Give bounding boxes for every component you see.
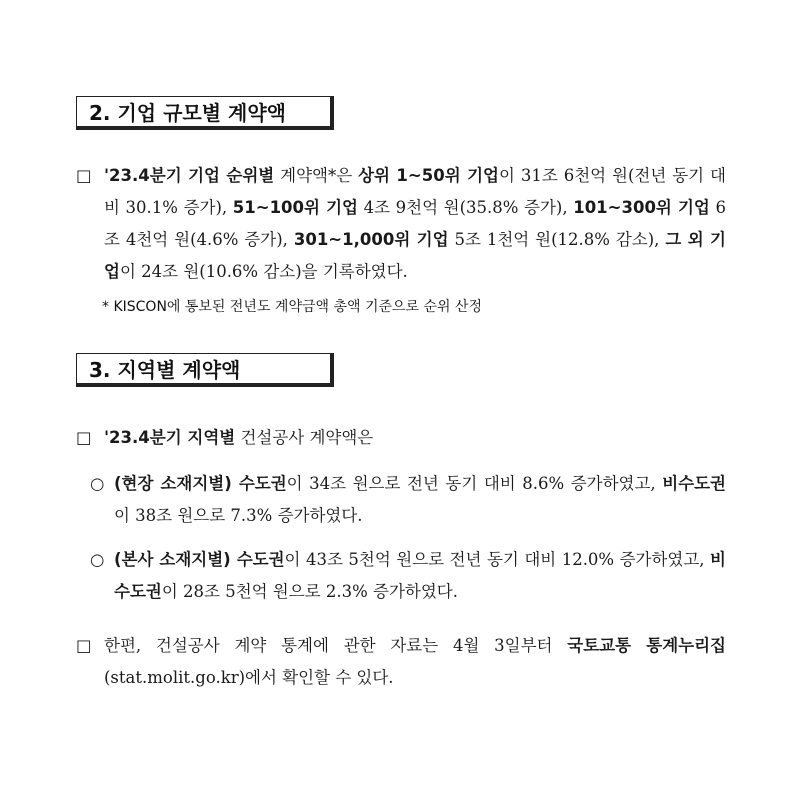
section-3-title: 3. 지역별 계약액 [89, 358, 241, 382]
text: 이 24조 원(10.6% 감소)을 기록하였다. [119, 262, 408, 281]
text-bold: 그 외 기업 [104, 230, 727, 281]
footnote: * KISCON에 통보된 전년도 계약금액 총액 기준으로 순위 산정 [102, 299, 483, 315]
text-bold: 101~300위 기업 [573, 198, 710, 217]
text-bold: 비수도권 [662, 474, 726, 493]
circle-bullet: ○ [90, 550, 105, 569]
text: 4조 9천억 원(35.8% 증가), [357, 198, 574, 217]
text: 이 28조 5천억 원으로 2.3% 증가하였다. [161, 582, 458, 601]
text: 6조 4천억 원(4.6% 증가), [104, 198, 726, 249]
text-bold: (현장 소재지별) 수도권 [114, 474, 287, 493]
text: (stat.molit.go.kr)에서 확인할 수 있다. [104, 668, 394, 687]
text-bold: 301~1,000위 기업 [293, 230, 449, 249]
text-bold: '23.4분기 기업 순위별 [104, 166, 275, 185]
text-bold: (본사 소재지별) 수도권 [114, 550, 285, 569]
section-3-closing [76, 630, 726, 694]
text: 이 43조 5천억 원으로 전년 동기 대비 12.0% 증가하였고, [284, 550, 711, 569]
section-3-item-site [90, 468, 726, 532]
text-bold: '23.4분기 지역별 [104, 428, 236, 447]
checkbox-bullet: □ [76, 636, 92, 655]
text: 한편, 건설공사 계약 통계에 관한 자료는 4월 3일부터 [104, 636, 568, 655]
circle-bullet: ○ [90, 474, 105, 493]
text: 계약액*은 [274, 166, 359, 185]
section-3-item-hq [90, 544, 726, 608]
text-bold: 51~100위 기업 [232, 198, 358, 217]
text-bold: 국토교통 통계누리집 [567, 636, 726, 655]
checkbox-bullet: □ [76, 428, 92, 447]
text: 5조 1천억 원(12.8% 감소), [448, 230, 666, 249]
section-2-heading [76, 96, 334, 130]
checkbox-bullet: □ [76, 166, 92, 185]
section-2-title: 2. 기업 규모별 계약액 [89, 101, 286, 125]
text-bold: 비수도권 [114, 550, 726, 601]
text-bold: 상위 1~50위 기업 [358, 166, 499, 185]
text: 이 38조 원으로 7.3% 증가하였다. [114, 506, 363, 525]
section-3-intro [76, 422, 726, 454]
text: 이 31조 6천억 원(전년 동기 대비 30.1% 증가), [104, 166, 727, 217]
text: 건설공사 계약액은 [235, 428, 374, 447]
text: 이 34조 원으로 전년 동기 대비 8.6% 증가하였고, [286, 474, 663, 493]
section-2-paragraph [76, 160, 726, 288]
section-3-heading [76, 353, 334, 387]
